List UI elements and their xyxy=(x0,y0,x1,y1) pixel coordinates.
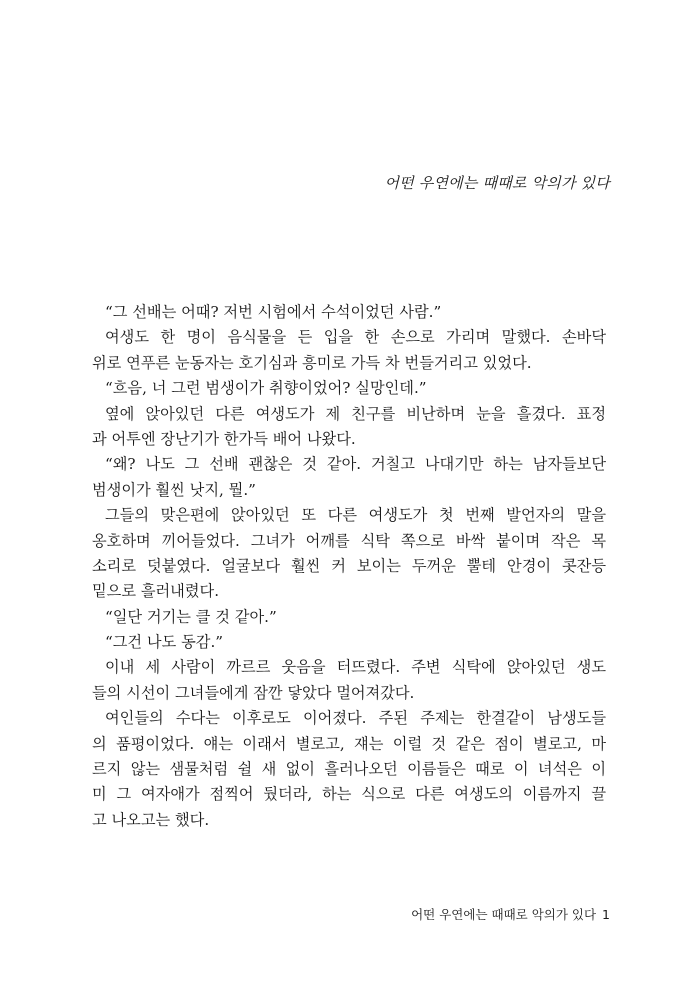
text-line: “일단 거기는 클 것 같아.” xyxy=(105,607,277,626)
text-line: 고 나오고는 했다. xyxy=(92,810,210,829)
text-line: 들의 시선이 그녀들에게 잠깐 닿았다 멀어져갔다. xyxy=(92,683,415,702)
footer-title: 어떤 우연에는 때때로 악의가 있다 xyxy=(411,907,597,922)
text-line: “그 선배는 어때? 저번 시험에서 수석이었던 사람.” xyxy=(105,303,442,321)
text-line: 과 어투엔 장난기가 한가득 배어 나왔다. xyxy=(92,429,356,448)
running-head: 어떤 우연에는 때때로 악의가 있다 xyxy=(384,174,610,192)
text-line: 그들의 맞은편에 앉아있던 또 다른 여생도가 첫 번째 발언자의 말을 xyxy=(105,506,606,525)
text-line: 범생이가 훨씬 낫지, 뭘.” xyxy=(92,480,256,499)
text-line: 옹호하며 끼어들었다. 그녀가 어깨를 식탁 쪽으로 바싹 붙이며 작은 목 xyxy=(92,531,606,550)
text-line: “그건 나도 동감.” xyxy=(105,633,224,652)
text-line: 의 품평이었다. 얘는 이래서 별로고, 쟤는 이럴 것 같은 점이 별로고, 마 xyxy=(92,734,606,753)
text-line: 이내 세 사람이 까르르 웃음을 터뜨렸다. 주변 식탁에 앉아있던 생도 xyxy=(105,658,606,677)
text-line: 미 그 여자애가 점찍어 뒀더라, 하는 식으로 다른 여생도의 이름까지 끌 xyxy=(92,785,606,804)
text-line: 여인들의 수다는 이후로도 이어졌다. 주된 주제는 한결같이 남생도들 xyxy=(105,709,606,728)
page-number: 1 xyxy=(602,907,610,922)
text-line: “왜? 나도 그 선배 괜찮은 것 같아. 거칠고 나대기만 하는 남자들보단 xyxy=(105,455,606,474)
text-line: “흐음, 너 그런 범생이가 취향이었어? 실망인데.” xyxy=(105,379,427,398)
text-line: 위로 연푸른 눈동자는 호기심과 흥미로 가득 차 번들거리고 있었다. xyxy=(92,353,532,372)
text-line: 밑으로 흘러내렸다. xyxy=(92,582,220,601)
text-line: 소리로 덧붙였다. 얼굴보다 훨씬 커 보이는 두꺼운 뿔테 안경이 콧잔등 xyxy=(92,556,606,575)
text-line: 르지 않는 샘물처럼 쉴 새 없이 흘러나오던 이름들은 때로 이 녀석은 이 xyxy=(92,760,606,779)
text-line: 여생도 한 명이 음식물을 든 입을 한 손으로 가리며 말했다. 손바닥 xyxy=(105,328,606,347)
body-text xyxy=(92,300,606,833)
text-line: 옆에 앉아있던 다른 여생도가 제 친구를 비난하며 눈을 흘겼다. 표정 xyxy=(105,404,606,423)
page-footer xyxy=(411,905,610,923)
